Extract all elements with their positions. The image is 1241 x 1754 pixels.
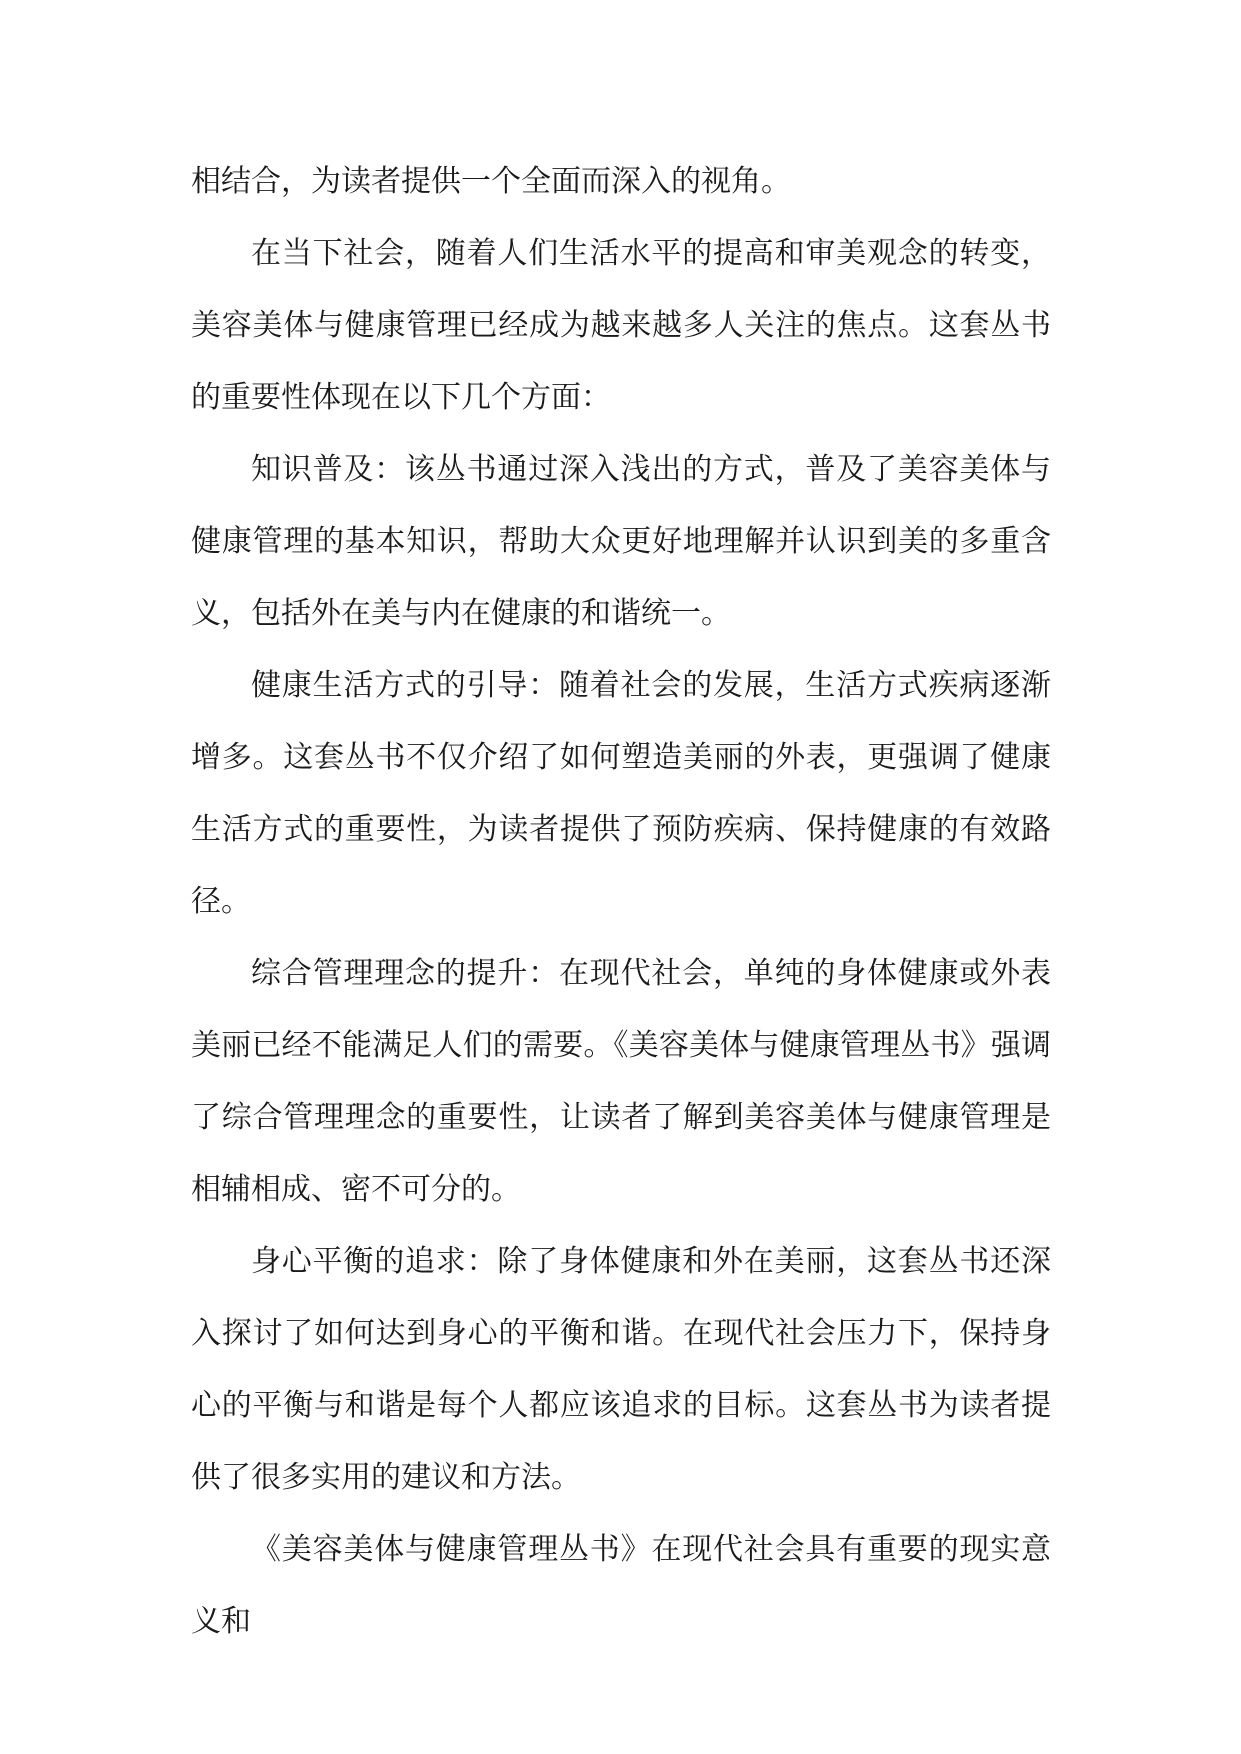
paragraph-conclusion: 《美容美体与健康管理丛书》在现代社会具有重要的现实意义和 [191,1532,1051,1639]
paragraph-intro-importance: 在当下社会，随着人们生活水平的提高和审美观念的转变，美容美体与健康管理已经成为越来越多人关注的焦点。这套丛书的重要性体现在以下几个方面： [191,236,1051,415]
paragraph-knowledge: 知识普及：该丛书通过深入浅出的方式，普及了美容美体与健康管理的基本知识，帮助大众更好地理解并认识到美的多重含义，包括外在美与内在健康的和谐统一。 [191,452,1051,631]
paragraph-lifestyle: 健康生活方式的引导：随着社会的发展，生活方式疾病逐渐增多。这套丛书不仅介绍了如何塑造美丽的外表，更强调了健康生活方式的重要性，为读者提供了预防疾病、保持健康的有效路径。 [191,668,1051,919]
paragraph-balance: 身心平衡的追求：除了身体健康和外在美丽，这套丛书还深入探讨了如何达到身心的平衡和谐。在现代社会压力下，保持身心的平衡与和谐是每个人都应该追求的目标。这套丛书为读者提供了很多实用的建议和方法。 [191,1244,1051,1495]
body-text [191,146,1051,1658]
paragraph-continuation: 相结合，为读者提供一个全面而深入的视角。 [191,164,791,199]
paragraph-management: 综合管理理念的提升：在现代社会，单纯的身体健康或外表美丽已经不能满足人们的需要。《美容美体与健康管理丛书》强调了综合管理理念的重要性，让读者了解到美容美体与健康管理是相辅相成、密不可分的。 [191,956,1051,1207]
